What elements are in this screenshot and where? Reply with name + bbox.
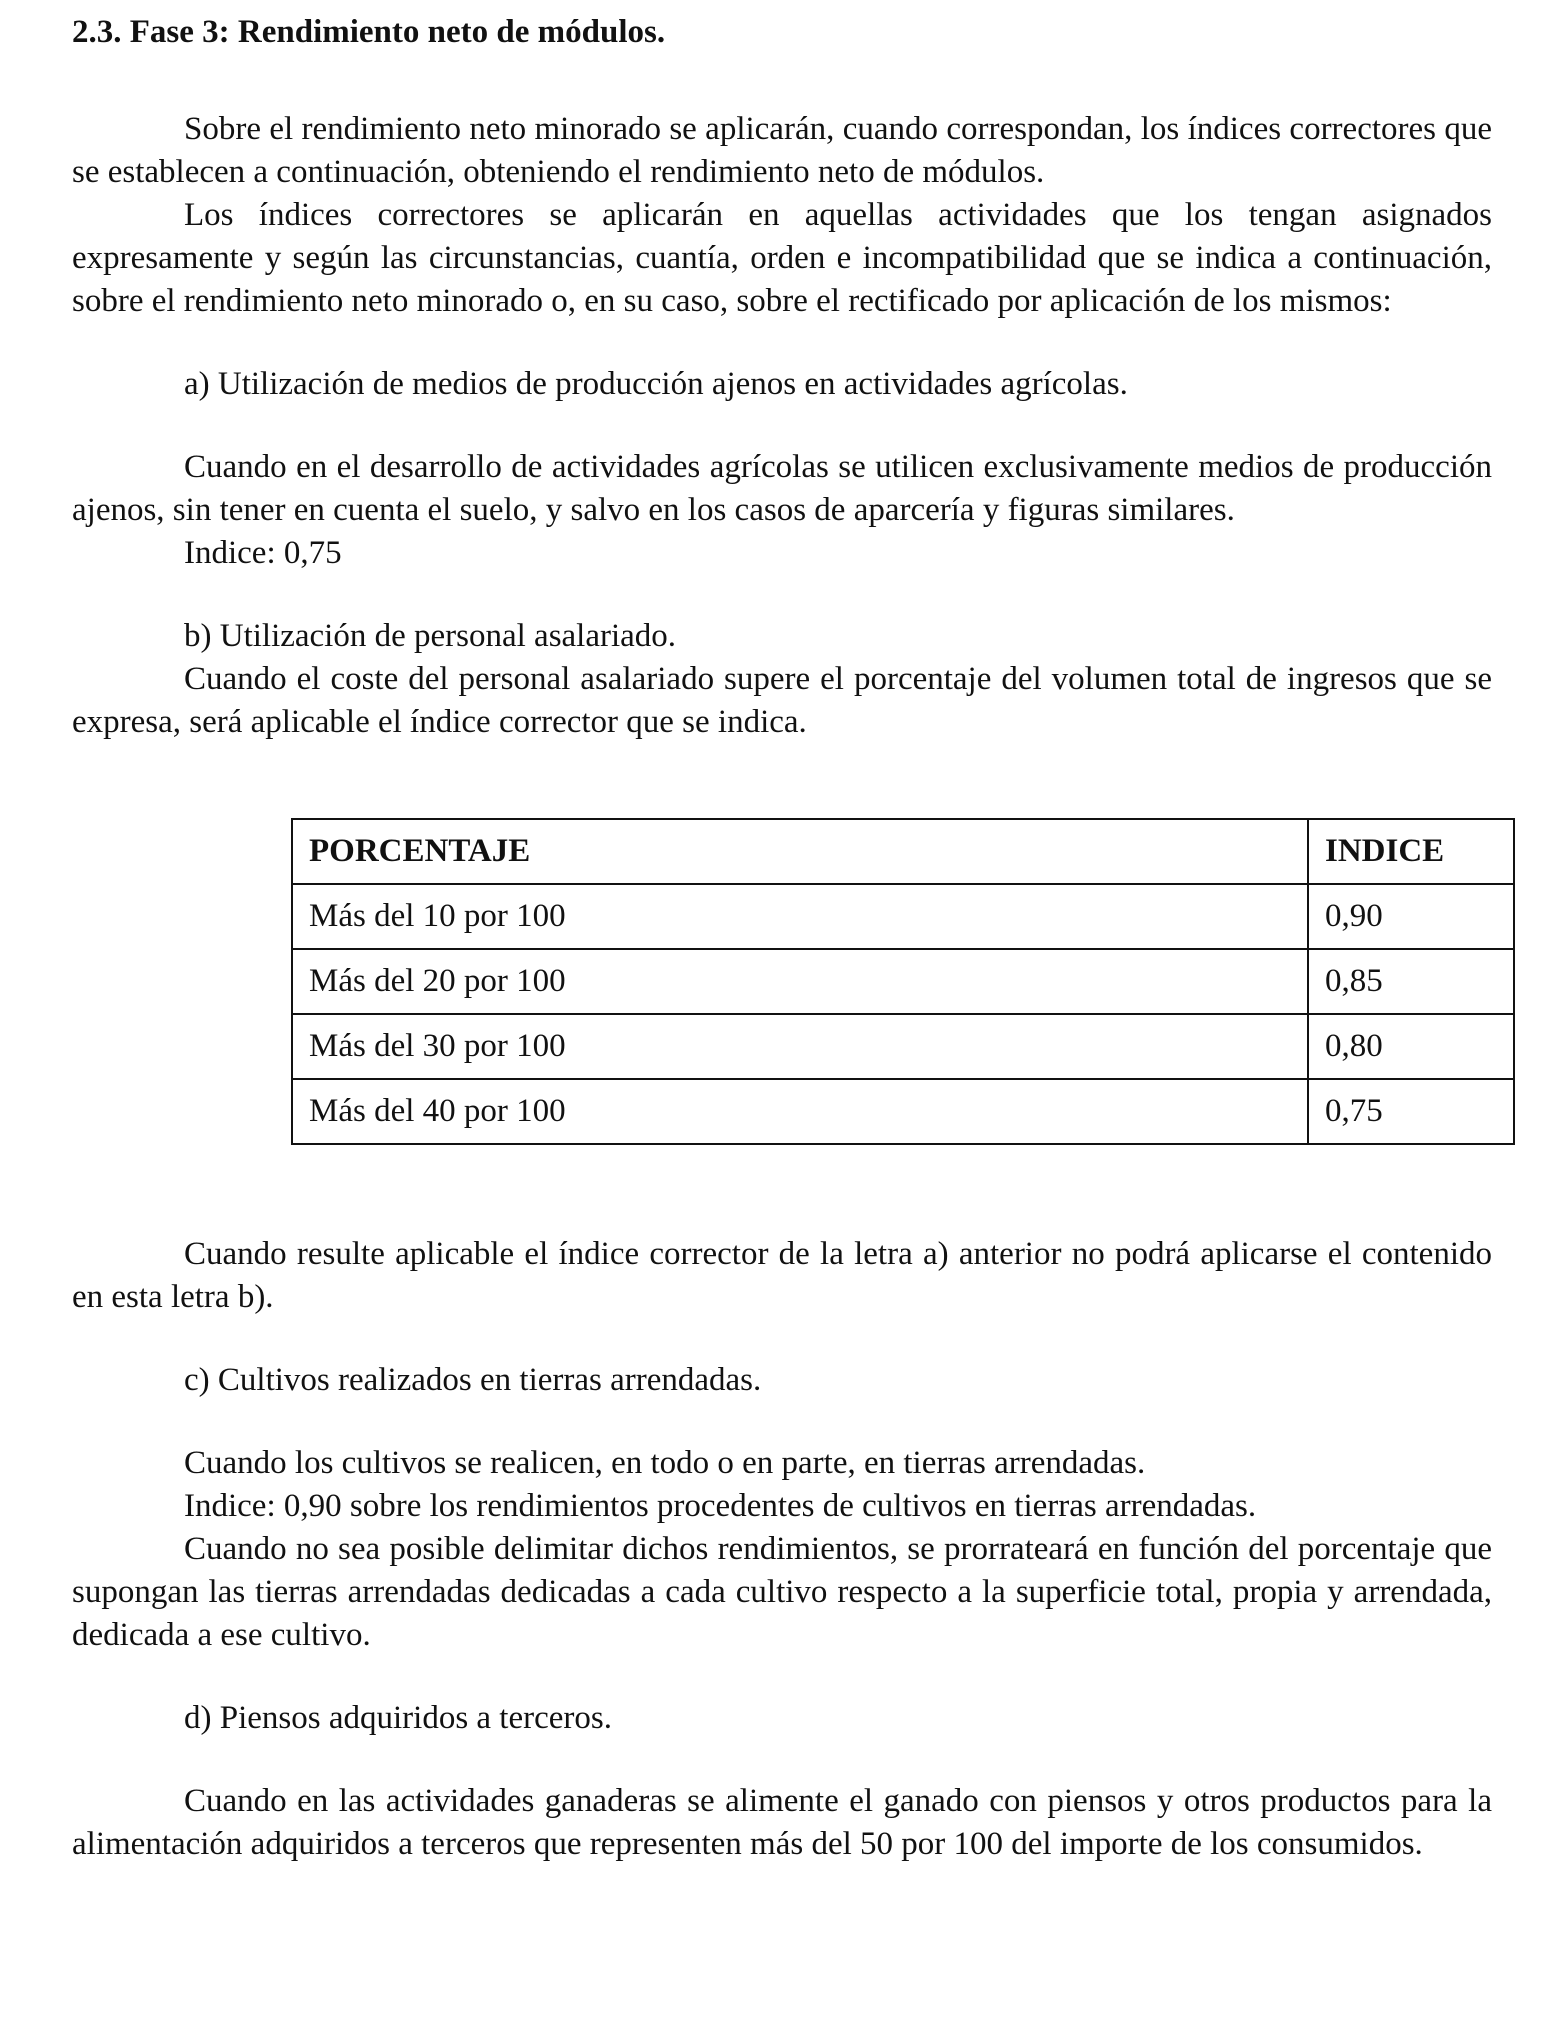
intro-paragraph-1: Sobre el rendimiento neto minorado se aplicarán, cuando correspondan, los índices correctores que se establecen a continuación, obteniendo el rendimiento neto de módulos.	[72, 111, 1492, 190]
document-page	[72, 8, 1492, 1866]
section-a-text: Cuando en el desarrollo de actividades agrícolas se utilicen exclusivamente medios de producción ajenos, sin tener en cuenta el suelo, y salvo en los casos de aparcería y figuras similares.	[72, 449, 1492, 528]
section-c-heading: c) Cultivos realizados en tierras arrendadas.	[184, 1362, 762, 1398]
table-cell-porcentaje: Más del 40 por 100	[292, 1079, 1308, 1144]
table-cell-indice: 0,80	[1308, 1014, 1514, 1079]
table-row	[292, 1079, 1514, 1144]
table-row	[292, 884, 1514, 949]
section-b-text: Cuando el coste del personal asalariado supere el porcentaje del volumen total de ingresos que se expresa, será aplicable el índice corrector que se indica.	[72, 661, 1492, 740]
table-cell-indice: 0,90	[1308, 884, 1514, 949]
table-header-indice: INDICE	[1308, 819, 1514, 884]
section-a-heading: a) Utilización de medios de producción ajenos en actividades agrícolas.	[184, 366, 1128, 402]
table-cell-porcentaje: Más del 20 por 100	[292, 949, 1308, 1014]
table-cell-porcentaje: Más del 30 por 100	[292, 1014, 1308, 1079]
section-b-heading: b) Utilización de personal asalariado.	[184, 618, 677, 654]
indice-table	[291, 818, 1515, 1145]
intro-paragraph-2: Los índices correctores se aplicarán en aquellas actividades que los tengan asignados expresamente y según las circunstancias, cuantía, orden e incompatibilidad que se indica a continuación, sobre el rendimiento neto minorado o, en su caso, sobre el rectificado por aplicación de los mismos:	[72, 197, 1492, 319]
table-header-porcentaje: PORCENTAJE	[292, 819, 1308, 884]
table-row	[292, 949, 1514, 1014]
section-c-index: Indice: 0,90 sobre los rendimientos procedentes de cultivos en tierras arrendadas.	[184, 1488, 1257, 1524]
section-c-text-2: Cuando no sea posible delimitar dichos rendimientos, se prorrateará en función del porcentaje que supongan las tierras arrendadas dedicadas a cada cultivo respecto a la superficie total, propia y arrendada, dedicada a ese cultivo.	[72, 1531, 1492, 1653]
section-d-heading: d) Piensos adquiridos a terceros.	[184, 1700, 612, 1736]
table-cell-porcentaje: Más del 10 por 100	[292, 884, 1308, 949]
table-header-row	[292, 819, 1514, 884]
section-c-text: Cuando los cultivos se realicen, en todo o en parte, en tierras arrendadas.	[184, 1445, 1146, 1481]
section-a-index: Indice: 0,75	[184, 535, 342, 571]
section-b-note: Cuando resulte aplicable el índice corrector de la letra a) anterior no podrá aplicarse el contenido en esta letra b).	[72, 1236, 1492, 1315]
section-title: 2.3. Fase 3: Rendimiento neto de módulos.	[72, 14, 666, 50]
table-row	[292, 1014, 1514, 1079]
table-cell-indice: 0,75	[1308, 1079, 1514, 1144]
section-d-text: Cuando en las actividades ganaderas se alimente el ganado con piensos y otros productos para la alimentación adquiridos a terceros que representen más del 50 por 100 del importe de los consumidos.	[72, 1783, 1492, 1862]
table-cell-indice: 0,85	[1308, 949, 1514, 1014]
